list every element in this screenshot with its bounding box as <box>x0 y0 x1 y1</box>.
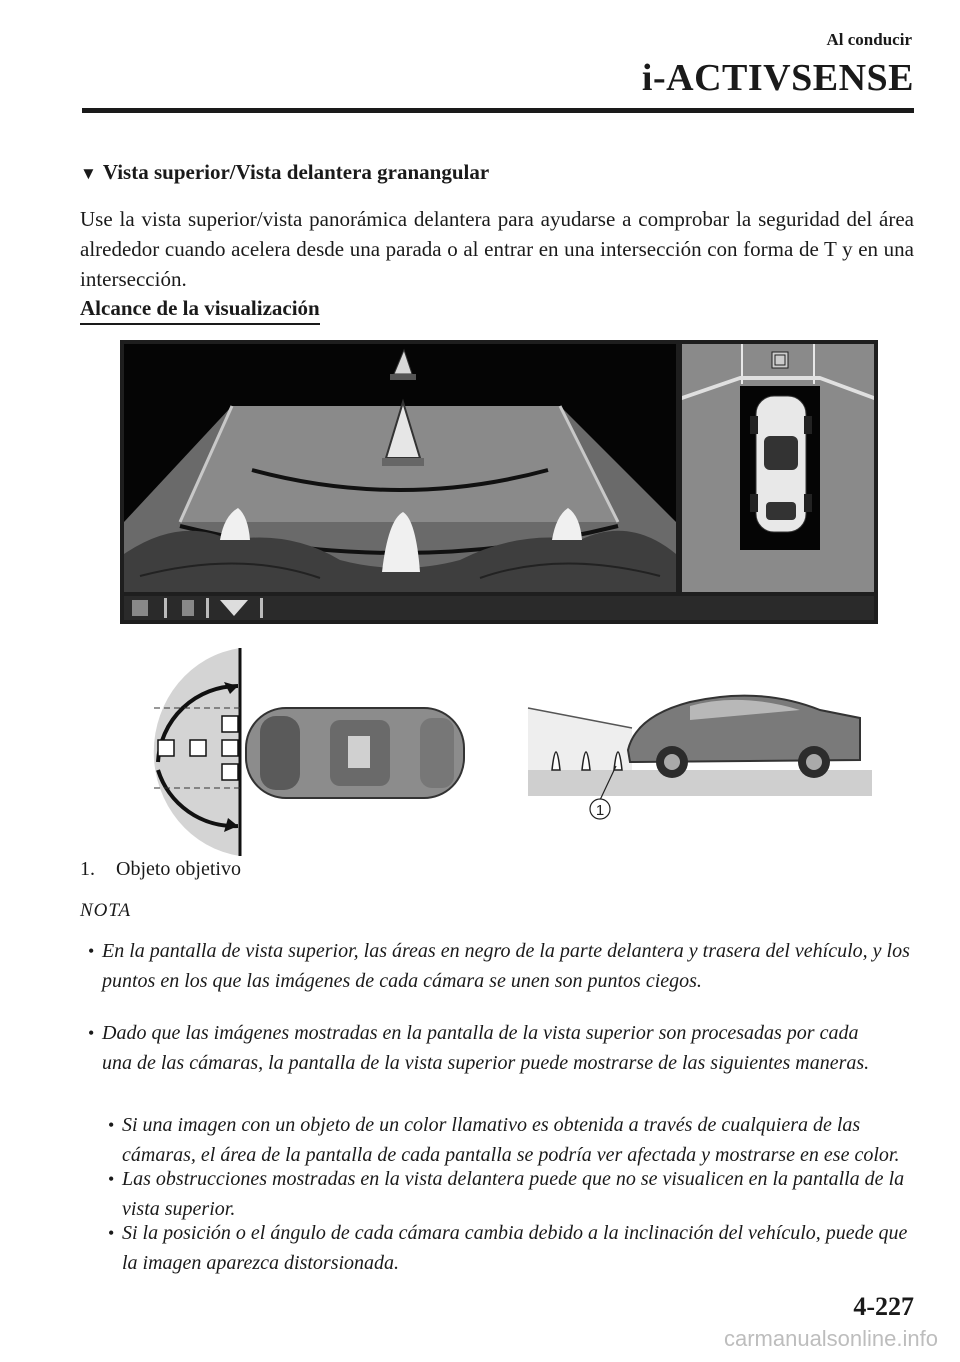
note-sub-bullet <box>108 1110 912 1170</box>
note-bullet <box>88 936 914 996</box>
header-divider <box>82 108 914 113</box>
bullet-dot-icon: • <box>108 1115 115 1135</box>
bullet-dot-icon: • <box>108 1169 115 1189</box>
figure-caption <box>80 858 241 881</box>
caption-number: 1. <box>80 858 95 880</box>
bullet-dot-icon: • <box>108 1223 115 1243</box>
top-view-coverage-illustration <box>140 646 485 856</box>
note-sub-bullet-text: Las obstrucciones mostradas en la vista delantera puede que no se visualicen en la pantalla de la vista superior. <box>122 1168 905 1220</box>
intro-paragraph: Use la vista superior/vista panorámica delantera para ayudarse a comprobar la seguridad del área alrededor cuando acelera desde una parada o al entrar en una intersección con forma de T y en una intersección. <box>80 207 914 291</box>
section-title: Vista superior/Vista delantera granangular <box>102 160 490 184</box>
note-bullet <box>88 1018 892 1078</box>
caption-text: Objeto objetivo <box>116 858 241 880</box>
bullet-dot-icon: • <box>88 1023 95 1043</box>
note-sub-bullet-text: Si una imagen con un objeto de un color llamativo es obtenida a través de cualquiera de las cámaras, el área de la pantalla de cada pantalla se podría ver afectada y mostrarse en ese color. <box>122 1114 900 1166</box>
note-label: NOTA <box>80 900 132 921</box>
page-number: 4-227 <box>853 1292 914 1321</box>
note-sub-bullet <box>108 1164 912 1224</box>
bullet-dot-icon: • <box>88 941 95 961</box>
triangle-marker-icon: ▼ <box>80 164 97 183</box>
watermark: carmanualsonline.info <box>723 1326 938 1351</box>
note-bullet-text: En la pantalla de vista superior, las áreas en negro de la parte delantera y trasera del vehículo, y los puntos en los que las imágenes de cada cámara se unen son puntos ciegos. <box>102 940 910 992</box>
side-view-illustration <box>520 680 875 830</box>
note-sub-bullet <box>108 1218 914 1278</box>
chapter-label: Al conducir <box>826 30 912 49</box>
camera-screen-illustration <box>120 340 878 624</box>
note-sub-bullet-text: Si la posición o el ángulo de cada cámara cambia debido a la inclinación del vehículo, puede que la imagen aparezca distorsionada. <box>122 1222 908 1274</box>
note-bullet-text: Dado que las imágenes mostradas en la pantalla de la vista superior son procesadas por cada una de las cámaras, la pantalla de la vista superior puede mostrarse de las siguientes maneras. <box>102 1022 870 1074</box>
display-range-heading: Alcance de la visualización <box>80 296 320 325</box>
page-title: i-ACTIVSENSE <box>641 57 914 99</box>
callout-label: 1 <box>595 802 605 819</box>
section-heading <box>80 160 489 185</box>
